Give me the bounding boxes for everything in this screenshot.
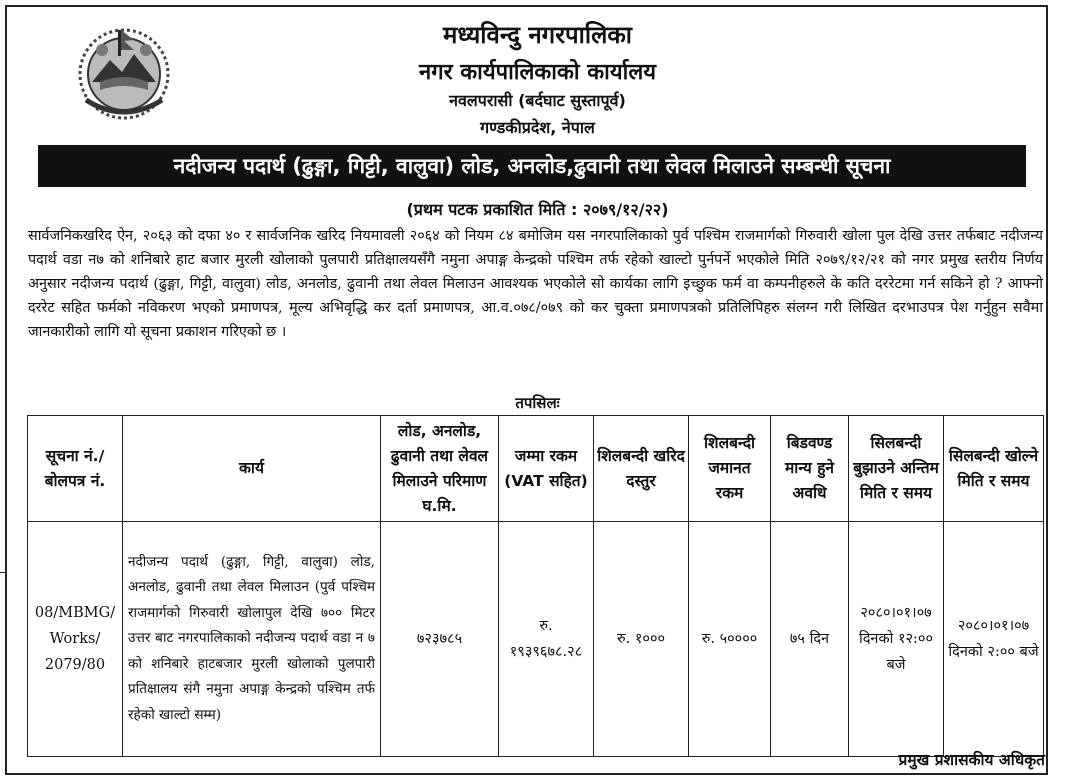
province-name: गण्डकीप्रदेश, नेपाल	[480, 118, 595, 137]
header-submission-deadline: सिलबन्दी बुझाउने अन्तिम मिति र समय	[849, 416, 944, 522]
cell-purchase-fee: रु. १०००	[594, 522, 689, 757]
cell-quantity: ७२३७८५	[381, 522, 499, 757]
cell-submission-deadline: २०८०।०१।०७ दिनको १२:०० बजे	[849, 522, 944, 757]
cell-total-amount: रु. १९३९६७८.२८	[499, 522, 594, 757]
cell-validity: ७५ दिन	[771, 522, 849, 757]
header-total-amount: जम्मा रकम (VAT सहित)	[499, 416, 594, 522]
signatory: प्रमुख प्रशासकीय अधिकृत	[898, 751, 1045, 769]
municipality-name: मध्यविन्दु नगरपालिका	[442, 21, 632, 49]
header-quantity: लोड, अनलोड, ढुवानी तथा लेवल मिलाउने परिमाण घ.मि.	[381, 416, 499, 522]
schedule-label: तपसिलः	[515, 394, 560, 412]
header-work: कार्य	[123, 416, 381, 522]
published-date: (प्रथम पटक प्रकाशित मिति : २०७९/१२/२२)	[406, 200, 669, 219]
tender-table	[27, 415, 1044, 757]
office-name: नगर कार्यपालिकाको कार्यालय	[419, 60, 656, 85]
cell-opening-time: २०८०।०१।०७ दिनको २:०० बजे	[944, 522, 1044, 757]
header-notice-no: सूचना नं./ बोलपत्र नं.	[28, 416, 123, 522]
cell-work: नदीजन्य पदार्थ (ढुङ्गा, गिट्टी, वालुवा) लोड, अनलोड, ढुवानी तथा लेवल मिलाउन (पुर्व पश्चिम राजमार्गको गिरुवारी खोलापुल देखि ७०० मिटर उत्तर बाट नगरपालिकाको नदीजन्य पदार्थ वडा न ७ को शनिबारे हाटबजार मुरली खोलाको पुलपारी प्रतिक्षालय संगै नमुना अपाङ्ग केन्द्रको पश्चिम तर्फ रहेको खाल्टो सम्म)	[123, 522, 381, 757]
notice-body: सार्वजनिकखरिद ऐन, २०६३ को दफा ४० र सार्वजनिक खरिद नियमावली २०६४ को नियम ८४ बमोजिम यस नगरपालिकाको पुर्व पश्चिम राजमार्गको गिरुवारी खोला पुल देखि उत्तर तर्फबाट नदीजन्य पदार्थ वडा न७ को शनिबारे हाट बजार मुरली खोलाको पुलपारी प्रतिक्षालयसँगै नमुना अपाङ्ग केन्द्रको पश्चिम तर्फ रहेको खाल्टो पुर्नपर्ने भएकोले मिति २०७९/१२/२१ को नगर प्रमुख स्तरीय निर्णय अनुसार नदीजन्य पदार्थ (ढुङ्गा, गिट्टी, वालुवा) लोड, अनलोड, ढुवानी तथा लेवल मिलाउन आवश्यक भएकोले सो कार्यका लागि इच्छुक फर्म वा कम्पनीहरुले के कति दररेटमा गर्न सकिने हो ? आफ्नो दररेट सहित फर्मको नविकरण भएको प्रमाणपत्र, मूल्य अभिवृद्धि कर दर्ता प्रमाणपत्र, आ.व.०७८/०७९ को कर चुक्ता प्रमाणपत्रको प्रतिलिपिहरु संलग्न गरी लिखित दरभाउपत्र पेश गर्नुहुन सवैमा जानकारीको लागि यो सूचना प्रकाशन गरिएको छ ।	[28, 228, 1043, 341]
margin-mark	[0, 572, 7, 573]
notice-title: नदीजन्य पदार्थ (ढुङ्गा, गिट्टी, वालुवा) लोड, अनलोड,ढुवानी तथा लेवल मिलाउने सम्बन्धी सूचना	[38, 145, 1026, 187]
header-validity: बिडवण्ड मान्य हुने अवधि	[771, 416, 849, 522]
cell-notice-no: 08/MBMG/ Works/ 2079/80	[28, 522, 123, 757]
cell-bid-security: रु. ५००००	[689, 522, 771, 757]
header-purchase-fee: शिलबन्दी खरिद दस्तुर	[594, 416, 689, 522]
table-header-row	[28, 416, 1044, 522]
table-row	[28, 522, 1044, 757]
header-opening-time: सिलबन्दी खोल्ने मिति र समय	[944, 416, 1044, 522]
district-name: नवलपरासी (बर्दघाट सुस्तापूर्व)	[449, 91, 626, 110]
header-bid-security: शिलबन्दी जमानत रकम	[689, 416, 771, 522]
nepal-government-emblem-icon	[72, 20, 176, 124]
